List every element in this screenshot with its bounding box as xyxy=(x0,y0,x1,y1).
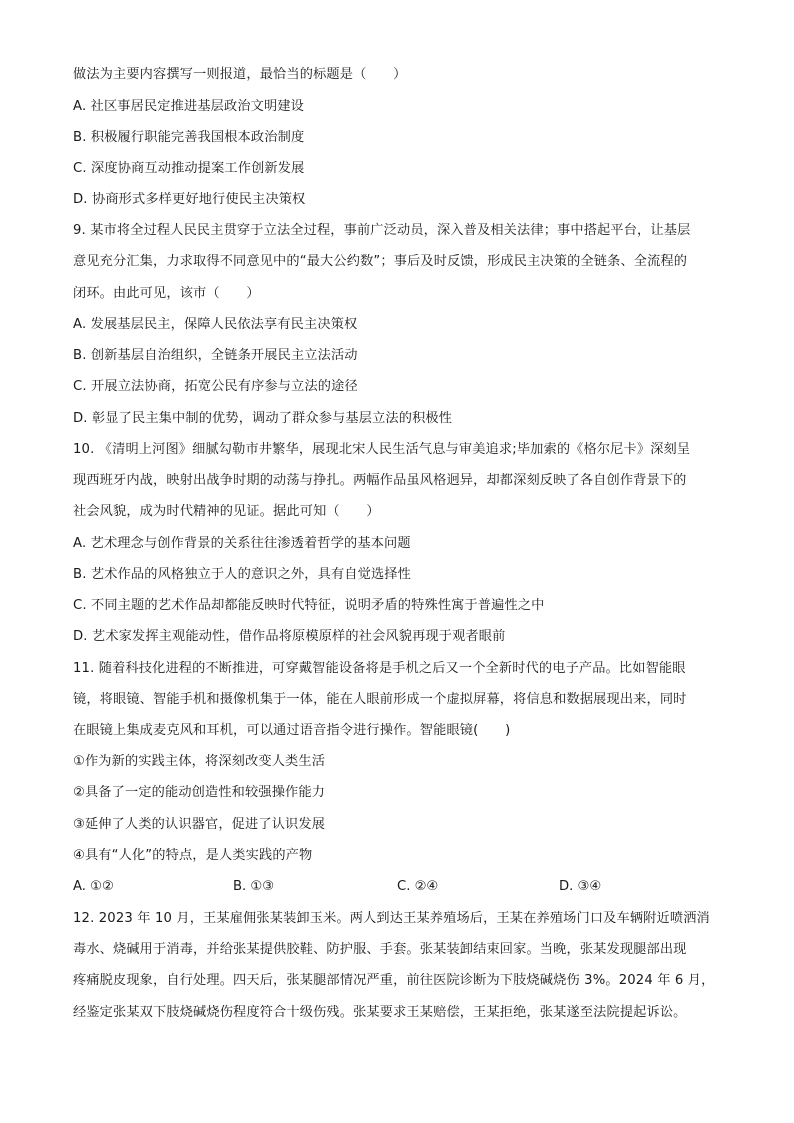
q10-stem-line-2: 现西班牙内战，映射出战争时期的动荡与挣扎。两幅作品虽风格迥异，却都深刻反映了各自创作背景下的 xyxy=(73,473,687,488)
q8-option-b: B. 积极履行职能完善我国根本政治制度 xyxy=(73,130,305,145)
q10-stem-line-1: 10. 《清明上河图》细腻勾勒市井繁华，展现北宋人民生活气息与审美追求;毕加索的《格尔尼卡》深刻呈 xyxy=(73,442,691,457)
q9-option-c: C. 开展立法协商，拓宽公民有序参与立法的途径 xyxy=(73,379,358,394)
q11-statement-3: ③延伸了人类的认识器官，促进了认识发展 xyxy=(73,817,326,832)
q9-option-b: B. 创新基层自治组织，全链条开展民主立法活动 xyxy=(73,348,358,363)
q11-stem-line-2: 镜，将眼镜、智能手机和摄像机集于一体，能在人眼前形成一个虚拟屏幕，将信息和数据展现出来，同时 xyxy=(73,692,687,707)
q9-stem-line-2: 意见充分汇集，力求取得不同意见中的“最大公约数”；事后及时反馈，形成民主决策的全链条、全流程的 xyxy=(73,254,688,269)
q10-option-c: C. 不同主题的艺术作品却都能反映时代特征，说明矛盾的特殊性寓于普遍性之中 xyxy=(73,598,545,613)
q11-statement-1: ①作为新的实践主体，将深刻改变人类生活 xyxy=(73,754,326,769)
q11-stem-line-1: 11. 随着科技化进程的不断推进，可穿戴智能设备将是手机之后又一个全新时代的电子产品。比如智能眼 xyxy=(73,661,686,676)
q11-choice-c: C. ②④ xyxy=(397,879,439,894)
q11-statement-4: ④具有“人化”的特点，是人类实践的产物 xyxy=(73,848,313,863)
q10-stem-line-3: 社会风貌，成为时代精神的见证。据此可知（ ） xyxy=(73,504,380,519)
q8-option-c: C. 深度协商互动推动提案工作创新发展 xyxy=(73,161,305,176)
q12-stem-line-2: 毒水、烧碱用于消毒，并给张某提供胶鞋、防护服、手套。张某装卸结束回家。当晚，张某发现腿部出现 xyxy=(73,942,687,957)
q12-stem-line-3: 疼痛脱皮现象，自行处理。四天后，张某腿部情况严重，前往医院诊断为下肢烧碱烧伤 3%。2024 年 6 月， xyxy=(73,973,715,988)
q8-option-a: A. 社区事居民定推进基层政治文明建设 xyxy=(73,99,305,114)
q9-stem-line-1: 9. 某市将全过程人民民主贯穿于立法全过程，事前广泛动员，深入普及相关法律；事中搭起平台，让基层 xyxy=(73,223,691,238)
q8-stem: 做法为主要内容撰写一则报道，最恰当的标题是（ ） xyxy=(73,67,407,82)
q9-option-a: A. 发展基层民主，保障人民依法享有民主决策权 xyxy=(73,317,358,332)
q9-stem-line-3: 闭环。由此可见，该市（ ） xyxy=(73,286,260,301)
q10-option-a: A. 艺术理念与创作背景的关系往往渗透着哲学的基本问题 xyxy=(73,536,411,551)
q11-stem-line-3: 在眼镜上集成麦克风和耳机，可以通过语音指令进行操作。智能眼镜( ) xyxy=(73,723,511,738)
q11-choice-a: A. ①② xyxy=(73,879,114,894)
q10-option-b: B. 艺术作品的风格独立于人的意识之外，具有自觉选择性 xyxy=(73,567,411,582)
q11-choices-row xyxy=(73,878,733,896)
q8-option-d: D. 协商形式多样更好地行使民主决策权 xyxy=(73,192,306,207)
q11-choice-d: D. ③④ xyxy=(559,879,602,894)
q10-option-d: D. 艺术家发挥主观能动性，借作品将原模原样的社会风貌再现于观者眼前 xyxy=(73,629,506,644)
q9-option-d: D. 彰显了民主集中制的优势，调动了群众参与基层立法的积极性 xyxy=(73,411,453,426)
q11-statement-2: ②具备了一定的能动创造性和较强操作能力 xyxy=(73,785,326,800)
q12-stem-line-4: 经鉴定张某双下肢烧碱烧伤程度符合十级伤残。张某要求王某赔偿，王某拒绝，张某遂至法院提起诉讼。 xyxy=(73,1005,687,1020)
q12-stem-line-1: 12. 2023 年 10 月，王某雇佣张某装卸玉米。两人到达王某养殖场后，王某在养殖场门口及车辆附近喷洒消 xyxy=(73,911,710,926)
q11-choice-b: B. ①③ xyxy=(233,879,275,894)
